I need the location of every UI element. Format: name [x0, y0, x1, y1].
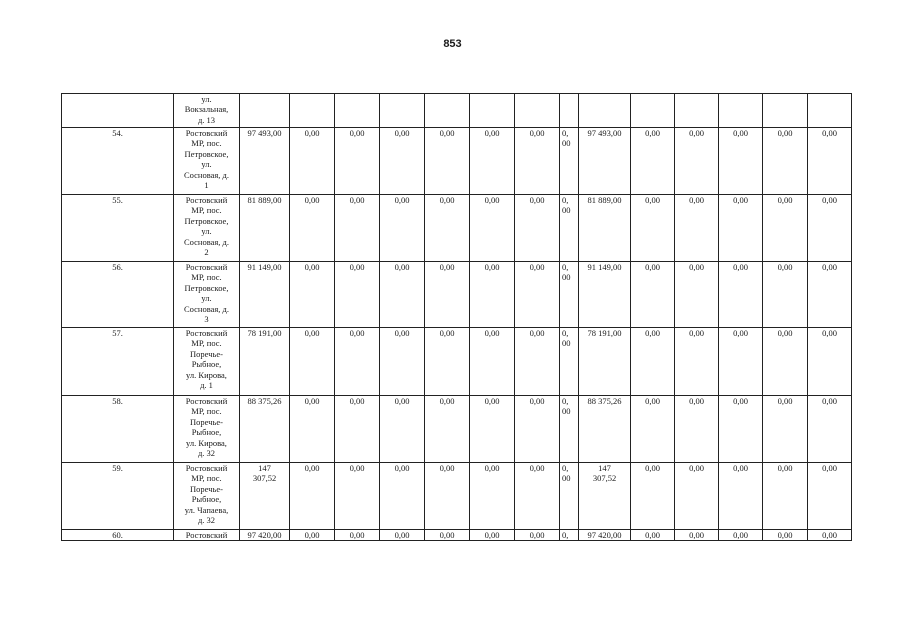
row-value: 0,00 — [335, 328, 380, 396]
table-row — [62, 530, 852, 541]
row-value — [763, 94, 808, 128]
row-value: 0,00 — [515, 463, 560, 530]
row-value: 0,00 — [425, 396, 470, 463]
table-row — [62, 128, 852, 195]
row-value: 0,00 — [675, 396, 719, 463]
row-number: 58. — [62, 396, 174, 463]
table-row — [62, 396, 852, 463]
row-value: 0,00 — [675, 328, 719, 396]
row-value: 0,00 — [719, 463, 763, 530]
row-number: 54. — [62, 128, 174, 195]
row-value — [380, 94, 425, 128]
row-value: 0,00 — [290, 128, 335, 195]
row-value: 0,00 — [290, 396, 335, 463]
row-value: 0,00 — [719, 195, 763, 262]
row-total: 91 149,00 — [240, 262, 290, 328]
row-value: 0,00 — [425, 328, 470, 396]
row-total-2: 97 493,00 — [579, 128, 631, 195]
row-narrow-value: 0, 00 — [560, 463, 579, 530]
row-value: 0,00 — [675, 530, 719, 541]
row-address: Ростовский МР, пос. Поречье- Рыбное, ул. Кирова, д. 1 — [174, 328, 240, 396]
row-value: 0,00 — [335, 396, 380, 463]
row-value: 0,00 — [808, 195, 852, 262]
row-narrow-value: 0, 00 — [560, 396, 579, 463]
row-value: 0,00 — [515, 128, 560, 195]
table-row — [62, 463, 852, 530]
row-value: 0,00 — [631, 128, 675, 195]
row-value: 0,00 — [515, 530, 560, 541]
row-value: 0,00 — [335, 463, 380, 530]
row-value: 0,00 — [631, 463, 675, 530]
row-value: 0,00 — [425, 262, 470, 328]
row-value — [515, 94, 560, 128]
row-value: 0,00 — [470, 195, 515, 262]
row-value — [425, 94, 470, 128]
row-total-2 — [579, 94, 631, 128]
row-value: 0,00 — [515, 396, 560, 463]
row-address: ул. Вокзальная, д. 13 — [174, 94, 240, 128]
row-value: 0,00 — [763, 530, 808, 541]
row-total: 88 375,26 — [240, 396, 290, 463]
row-value: 0,00 — [425, 530, 470, 541]
row-value: 0,00 — [470, 463, 515, 530]
row-value: 0,00 — [380, 328, 425, 396]
row-address: Ростовский МР, пос. Петровское, ул. Сосновая, д. 2 — [174, 195, 240, 262]
row-address: Ростовский — [174, 530, 240, 541]
row-value: 0,00 — [470, 530, 515, 541]
row-value: 0,00 — [335, 128, 380, 195]
row-total — [240, 94, 290, 128]
row-value: 0,00 — [763, 396, 808, 463]
row-total: 147 307,52 — [240, 463, 290, 530]
row-value: 0,00 — [290, 262, 335, 328]
row-value: 0,00 — [719, 328, 763, 396]
row-value: 0,00 — [335, 262, 380, 328]
row-total-2: 147 307,52 — [579, 463, 631, 530]
row-value: 0,00 — [675, 195, 719, 262]
row-narrow-value: 0, — [560, 530, 579, 541]
row-number: 57. — [62, 328, 174, 396]
table-row — [62, 195, 852, 262]
row-value: 0,00 — [719, 262, 763, 328]
row-total-2: 88 375,26 — [579, 396, 631, 463]
row-value: 0,00 — [380, 396, 425, 463]
row-value: 0,00 — [808, 530, 852, 541]
row-number: 59. — [62, 463, 174, 530]
row-narrow-value: 0, 00 — [560, 195, 579, 262]
row-value — [808, 94, 852, 128]
row-value: 0,00 — [380, 128, 425, 195]
row-value: 0,00 — [631, 530, 675, 541]
data-table — [61, 93, 852, 541]
row-value: 0,00 — [290, 530, 335, 541]
row-value: 0,00 — [335, 195, 380, 262]
row-value: 0,00 — [763, 195, 808, 262]
row-value: 0,00 — [515, 328, 560, 396]
row-total: 78 191,00 — [240, 328, 290, 396]
row-value: 0,00 — [631, 328, 675, 396]
row-value: 0,00 — [631, 262, 675, 328]
row-value: 0,00 — [631, 195, 675, 262]
row-value — [719, 94, 763, 128]
row-value: 0,00 — [425, 463, 470, 530]
row-address: Ростовский МР, пос. Петровское, ул. Сосновая, д. 1 — [174, 128, 240, 195]
row-value: 0,00 — [675, 262, 719, 328]
row-value — [675, 94, 719, 128]
row-total: 81 889,00 — [240, 195, 290, 262]
row-value — [470, 94, 515, 128]
row-value: 0,00 — [515, 262, 560, 328]
row-value: 0,00 — [470, 396, 515, 463]
row-total: 97 493,00 — [240, 128, 290, 195]
row-total-2: 78 191,00 — [579, 328, 631, 396]
row-value: 0,00 — [470, 262, 515, 328]
row-value — [290, 94, 335, 128]
row-value: 0,00 — [290, 328, 335, 396]
row-value: 0,00 — [380, 530, 425, 541]
row-narrow-value: 0, 00 — [560, 328, 579, 396]
row-narrow-value: 0, 00 — [560, 262, 579, 328]
row-value: 0,00 — [290, 195, 335, 262]
row-address: Ростовский МР, пос. Петровское, ул. Сосновая, д. 3 — [174, 262, 240, 328]
row-value: 0,00 — [763, 128, 808, 195]
row-value: 0,00 — [675, 463, 719, 530]
row-value: 0,00 — [808, 396, 852, 463]
row-value: 0,00 — [470, 128, 515, 195]
row-value: 0,00 — [719, 128, 763, 195]
row-total-2: 91 149,00 — [579, 262, 631, 328]
row-number — [62, 94, 174, 128]
row-total: 97 420,00 — [240, 530, 290, 541]
row-value: 0,00 — [470, 328, 515, 396]
row-value: 0,00 — [631, 396, 675, 463]
row-value: 0,00 — [808, 463, 852, 530]
row-value: 0,00 — [763, 328, 808, 396]
row-value — [631, 94, 675, 128]
row-value: 0,00 — [675, 128, 719, 195]
table-row — [62, 262, 852, 328]
row-address: Ростовский МР, пос. Поречье- Рыбное, ул. Кирова, д. 32 — [174, 396, 240, 463]
row-narrow-value — [560, 94, 579, 128]
row-value: 0,00 — [808, 128, 852, 195]
row-value: 0,00 — [380, 195, 425, 262]
row-value: 0,00 — [808, 328, 852, 396]
row-number: 55. — [62, 195, 174, 262]
row-narrow-value: 0, 00 — [560, 128, 579, 195]
table-body — [62, 94, 852, 541]
row-number: 60. — [62, 530, 174, 541]
row-value: 0,00 — [763, 262, 808, 328]
row-value: 0,00 — [719, 396, 763, 463]
row-total-2: 81 889,00 — [579, 195, 631, 262]
row-value — [335, 94, 380, 128]
table-row — [62, 94, 852, 128]
row-total-2: 97 420,00 — [579, 530, 631, 541]
row-value: 0,00 — [380, 262, 425, 328]
table-row — [62, 328, 852, 396]
row-value: 0,00 — [719, 530, 763, 541]
row-value: 0,00 — [515, 195, 560, 262]
row-number: 56. — [62, 262, 174, 328]
row-value: 0,00 — [763, 463, 808, 530]
row-value: 0,00 — [808, 262, 852, 328]
row-value: 0,00 — [290, 463, 335, 530]
row-value: 0,00 — [425, 128, 470, 195]
row-value: 0,00 — [335, 530, 380, 541]
row-value: 0,00 — [380, 463, 425, 530]
row-value: 0,00 — [425, 195, 470, 262]
row-address: Ростовский МР, пос. Поречье- Рыбное, ул. Чапаева, д. 32 — [174, 463, 240, 530]
page-number: 853 — [443, 38, 462, 50]
